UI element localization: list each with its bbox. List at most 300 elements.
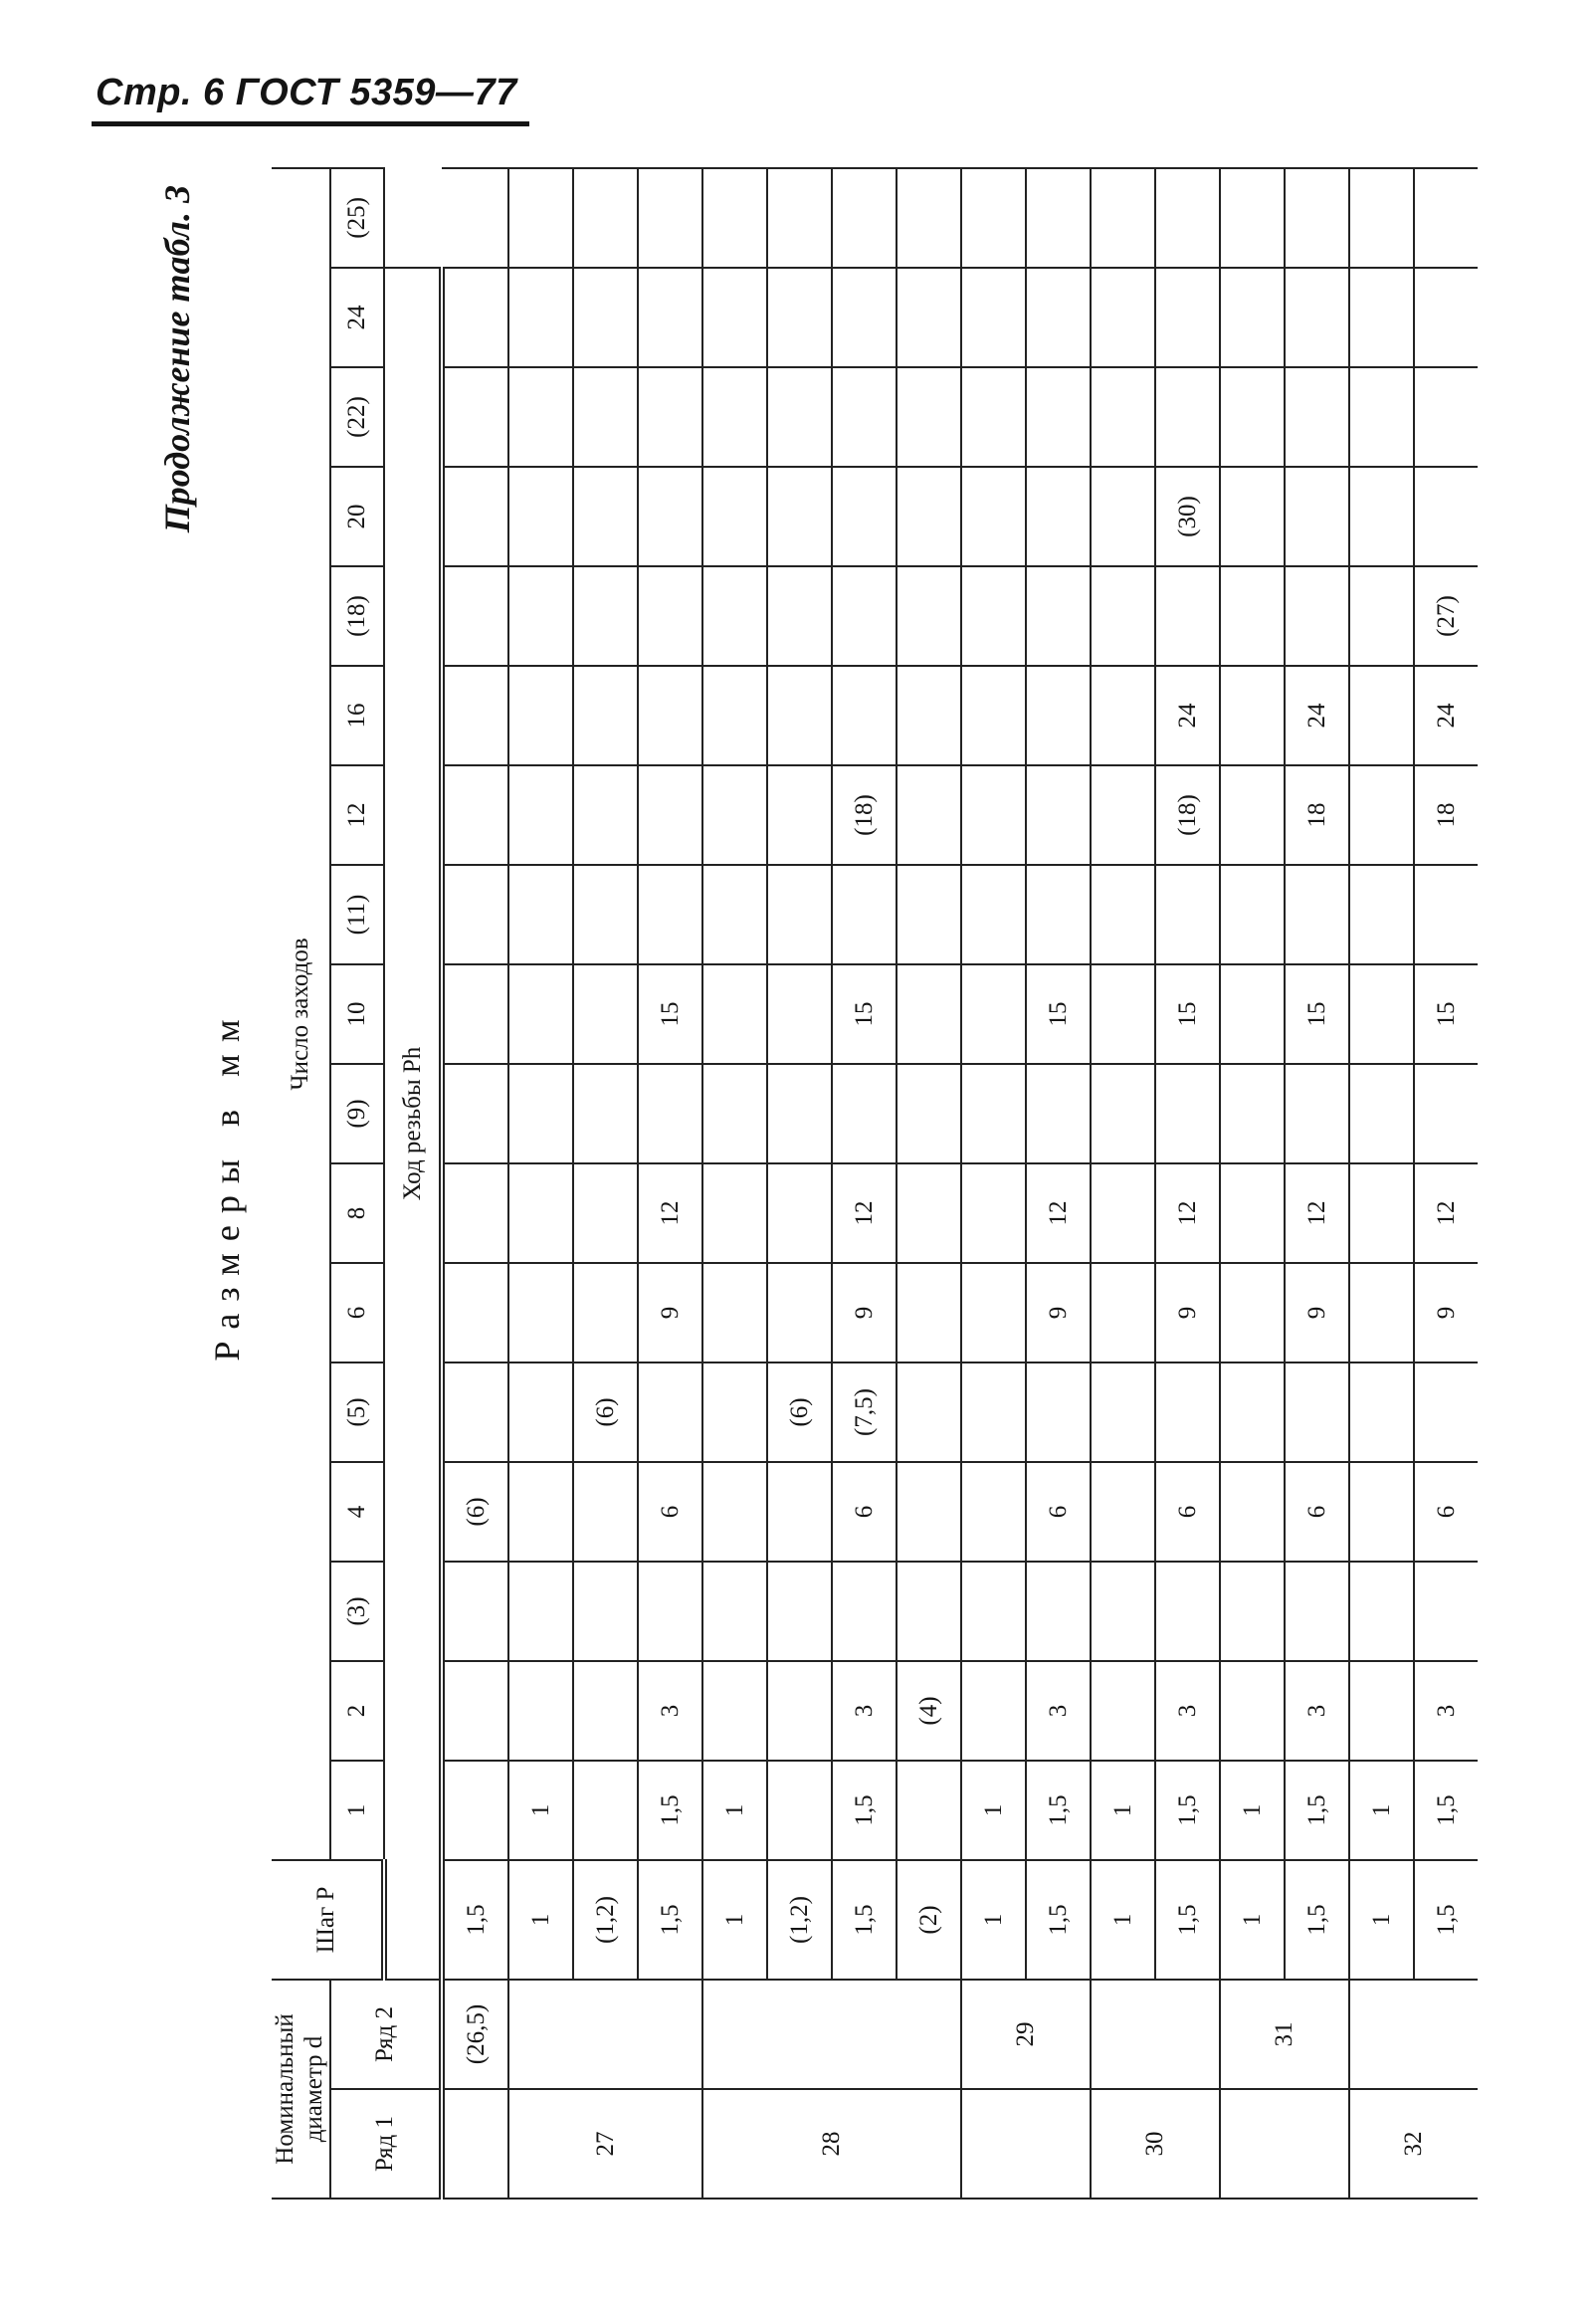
lead-value-cell (508, 268, 573, 367)
lead-value-cell (702, 1462, 767, 1562)
lead-value-cell: 9 (1414, 1263, 1478, 1363)
lead-value-cell (1155, 168, 1220, 268)
lead-value-cell (767, 666, 832, 765)
lead-value-cell (702, 168, 767, 268)
lead-value-cell (1414, 367, 1478, 467)
lead-value-cell (508, 1263, 573, 1363)
col-header: 1 (330, 1761, 384, 1860)
lead-value-cell: (7,5) (832, 1363, 897, 1462)
lead-value-cell (1414, 168, 1478, 268)
lead-value-cell (702, 1163, 767, 1263)
lead-value-cell (832, 566, 897, 666)
lead-value-cell (573, 467, 638, 566)
row1-diameter-cell: 27 (508, 2089, 702, 2199)
lead-value-cell (767, 964, 832, 1064)
lead-value-cell: 3 (1414, 1661, 1478, 1761)
lead-value-cell (1026, 268, 1091, 367)
lead-value-cell (897, 467, 961, 566)
pitch-cell: 1,5 (638, 1860, 702, 1980)
lead-value-cell (767, 1661, 832, 1761)
lead-value-cell (442, 168, 508, 268)
lead-value-cell (767, 168, 832, 268)
table-row (508, 168, 573, 2199)
lead-value-cell (442, 964, 508, 1064)
lead-value-cell (1220, 865, 1285, 964)
lead-value-cell (1414, 1064, 1478, 1163)
lead-value-cell (1091, 666, 1155, 765)
lead-value-cell (508, 467, 573, 566)
lead-value-cell (442, 467, 508, 566)
col-header: 16 (330, 666, 384, 765)
lead-value-cell (1155, 865, 1220, 964)
pitch-cell: 1 (1091, 1860, 1155, 1980)
lead-value-cell (961, 666, 1026, 765)
lead-value-cell (1155, 367, 1220, 467)
lead-value-cell (573, 367, 638, 467)
lead-value-cell (1026, 865, 1091, 964)
lead-value-cell (1091, 1363, 1155, 1462)
row2-diameter-cell (1091, 1980, 1220, 2089)
lead-value-cell (1220, 467, 1285, 566)
lead-value-cell (961, 1263, 1026, 1363)
lead-value-cell (1285, 367, 1349, 467)
header-row-1 (272, 168, 330, 2199)
lead-value-cell (573, 1661, 638, 1761)
lead-value-cell: 9 (832, 1263, 897, 1363)
lead-value-cell (573, 1761, 638, 1860)
units-caption: Размеры в мм (207, 1007, 247, 1362)
lead-value-cell (832, 666, 897, 765)
lead-value-cell (767, 566, 832, 666)
row1-diameter-cell: 32 (1349, 2089, 1478, 2199)
lead-value-cell (1091, 268, 1155, 367)
lead-value-cell: 1 (702, 1761, 767, 1860)
lead-value-cell (1026, 1064, 1091, 1163)
lead-value-cell (1285, 168, 1349, 268)
lead-value-cell (1349, 865, 1414, 964)
lead-value-cell (573, 168, 638, 268)
lead-value-cell (767, 1163, 832, 1263)
lead-value-cell: 12 (638, 1163, 702, 1263)
lead-value-cell: (6) (573, 1363, 638, 1462)
lead-value-cell: 3 (1026, 1661, 1091, 1761)
pitch-cell: 1 (702, 1860, 767, 1980)
lead-value-cell (1220, 367, 1285, 467)
pitch-cell: 1,5 (1026, 1860, 1091, 1980)
lead-value-cell (767, 467, 832, 566)
col-header: (18) (330, 566, 384, 666)
lead-value-cell (442, 666, 508, 765)
lead-value-cell (897, 666, 961, 765)
col-header: (11) (330, 865, 384, 964)
lead-value-cell (442, 1263, 508, 1363)
row2-diameter-cell (508, 1980, 702, 2089)
table-body (442, 168, 1478, 2199)
lead-value-cell (702, 666, 767, 765)
lead-value-cell: 15 (832, 964, 897, 1064)
lead-value-cell: 1,5 (1155, 1761, 1220, 1860)
lead-value-cell (1026, 566, 1091, 666)
lead-value-cell (1349, 666, 1414, 765)
lead-value-cell: 24 (1155, 666, 1220, 765)
lead-value-cell (508, 666, 573, 765)
lead-value-cell (1026, 168, 1091, 268)
row2-diameter-cell: 29 (961, 1980, 1091, 2089)
lead-value-cell (638, 865, 702, 964)
table-row (897, 168, 961, 2199)
row2-header: Ряд 2 (330, 1980, 442, 2089)
lead-value-cell (832, 865, 897, 964)
pitch-cell: 1,5 (1285, 1860, 1349, 1980)
lead-value-cell (638, 666, 702, 765)
lead-value-cell (1091, 367, 1155, 467)
lead-value-cell (508, 865, 573, 964)
lead-value-cell (702, 1064, 767, 1163)
pitch-cell: 1 (508, 1860, 573, 1980)
lead-value-cell (573, 865, 638, 964)
col-header: 24 (330, 268, 384, 367)
col-header: (22) (330, 367, 384, 467)
lead-value-cell (961, 566, 1026, 666)
lead-value-cell: 1,5 (1026, 1761, 1091, 1860)
col-header: 20 (330, 467, 384, 566)
lead-value-cell (961, 1363, 1026, 1462)
lead-value-cell: 3 (638, 1661, 702, 1761)
lead-value-cell (573, 765, 638, 865)
lead-value-cell: 12 (1155, 1163, 1220, 1263)
lead-value-cell: 18 (1414, 765, 1478, 865)
table-row (638, 168, 702, 2199)
table-row (1349, 168, 1414, 2199)
lead-value-cell (832, 268, 897, 367)
lead-value-cell (638, 1064, 702, 1163)
pitch-cell: 1,5 (442, 1860, 508, 1980)
table-row (1220, 168, 1285, 2199)
lead-value-cell (1026, 367, 1091, 467)
pitch-cell: 1,5 (1414, 1860, 1478, 1980)
lead-value-cell (1026, 765, 1091, 865)
lead-value-cell (767, 1462, 832, 1562)
pitch-cell: 1,5 (1155, 1860, 1220, 1980)
lead-value-cell (1091, 1263, 1155, 1363)
lead-value-cell (897, 1263, 961, 1363)
lead-value-cell: 9 (1285, 1263, 1349, 1363)
lead-value-cell (1414, 865, 1478, 964)
lead-value-cell (1349, 964, 1414, 1064)
lead-value-cell: 9 (638, 1263, 702, 1363)
lead-value-cell (1220, 566, 1285, 666)
pitch-cell: (2) (897, 1860, 961, 1980)
lead-value-cell: 3 (832, 1661, 897, 1761)
lead-value-cell (1026, 1363, 1091, 1462)
lead-value-cell: 12 (1026, 1163, 1091, 1263)
lead-value-cell: 15 (638, 964, 702, 1064)
lead-value-cell (1349, 268, 1414, 367)
lead-value-cell (1414, 268, 1478, 367)
lead-value-cell (702, 268, 767, 367)
pitch-header: Шаг P (272, 1860, 384, 1980)
table-row (961, 168, 1026, 2199)
lead-value-cell (897, 268, 961, 367)
lead-value-cell (508, 367, 573, 467)
lead-value-cell (767, 865, 832, 964)
lead-value-cell (897, 865, 961, 964)
lead-value-cell (961, 1661, 1026, 1761)
lead-value-cell (897, 765, 961, 865)
pitch-cell: 1 (961, 1860, 1026, 1980)
col-header: (3) (330, 1562, 384, 1661)
lead-value-cell (1091, 566, 1155, 666)
lead-value-cell (1155, 1363, 1220, 1462)
lead-value-cell (961, 1462, 1026, 1562)
lead-value-cell (508, 1163, 573, 1263)
lead-value-cell (702, 964, 767, 1064)
lead-value-cell (832, 1562, 897, 1661)
table-row (702, 168, 767, 2199)
lead-value-cell: 1 (961, 1761, 1026, 1860)
lead-value-cell (1220, 666, 1285, 765)
lead-value-cell (638, 566, 702, 666)
lead-header: Ход резьбы Ph (384, 268, 442, 1980)
row1-diameter-cell: 28 (702, 2089, 961, 2199)
col-header: 4 (330, 1462, 384, 1562)
lead-value-cell (897, 1761, 961, 1860)
lead-value-cell: (27) (1414, 566, 1478, 666)
lead-value-cell (897, 367, 961, 467)
page-header: Стр. 6 ГОСТ 5359—77 (96, 72, 517, 113)
lead-value-cell: 6 (1155, 1462, 1220, 1562)
lead-value-cell (897, 168, 961, 268)
pitch-cell: 1,5 (832, 1860, 897, 1980)
lead-value-cell (442, 1363, 508, 1462)
lead-value-cell (1349, 467, 1414, 566)
lead-value-cell (1220, 1163, 1285, 1263)
lead-value-cell (1026, 666, 1091, 765)
lead-value-cell (702, 1363, 767, 1462)
lead-value-cell (1091, 964, 1155, 1064)
lead-value-cell (573, 666, 638, 765)
row2-diameter-cell: 31 (1220, 1980, 1349, 2089)
lead-value-cell (1220, 1462, 1285, 1562)
lead-value-cell (1091, 467, 1155, 566)
lead-value-cell (1349, 367, 1414, 467)
lead-value-cell: 3 (1155, 1661, 1220, 1761)
lead-value-cell (1091, 168, 1155, 268)
lead-value-cell (767, 1761, 832, 1860)
col-header: 10 (330, 964, 384, 1064)
lead-value-cell (442, 765, 508, 865)
lead-value-cell (1285, 566, 1349, 666)
lead-value-cell (442, 1163, 508, 1263)
lead-value-cell (638, 1363, 702, 1462)
lead-value-cell (638, 168, 702, 268)
nominal-diameter-header: Номинальный диаметр d (272, 1980, 330, 2199)
lead-value-cell: 1 (1091, 1761, 1155, 1860)
lead-value-cell (573, 1263, 638, 1363)
row1-diameter-cell (1220, 2089, 1349, 2199)
lead-value-cell (573, 1462, 638, 1562)
lead-value-cell (961, 1562, 1026, 1661)
row2-diameter-cell: (26,5) (442, 1980, 508, 2089)
table-row (1414, 168, 1478, 2199)
row2-diameter-cell (1349, 1980, 1478, 2089)
lead-value-cell (897, 1163, 961, 1263)
lead-value-cell (1414, 467, 1478, 566)
lead-value-cell (442, 1562, 508, 1661)
lead-value-cell: 12 (832, 1163, 897, 1263)
lead-value-cell (1349, 765, 1414, 865)
lead-value-cell: (4) (897, 1661, 961, 1761)
lead-value-cell (638, 467, 702, 566)
lead-value-cell (1220, 1661, 1285, 1761)
lead-value-cell (1349, 1562, 1414, 1661)
lead-value-cell (508, 1562, 573, 1661)
lead-value-cell: 9 (1026, 1263, 1091, 1363)
lead-value-cell (442, 1761, 508, 1860)
table-row (1155, 168, 1220, 2199)
row1-diameter-cell (442, 2089, 508, 2199)
lead-value-cell: 15 (1026, 964, 1091, 1064)
lead-value-cell (897, 566, 961, 666)
lead-value-cell (897, 1064, 961, 1163)
lead-value-cell (961, 268, 1026, 367)
lead-value-cell (897, 1363, 961, 1462)
lead-value-cell: 1 (1220, 1761, 1285, 1860)
table-row (442, 168, 508, 2199)
lead-value-cell (442, 367, 508, 467)
lead-value-cell (1285, 865, 1349, 964)
lead-value-cell: 6 (1285, 1462, 1349, 1562)
lead-value-cell (702, 865, 767, 964)
lead-value-cell (1155, 1562, 1220, 1661)
lead-value-cell (508, 964, 573, 1064)
table-head (272, 168, 442, 2199)
lead-value-cell (1349, 1163, 1414, 1263)
lead-value-cell (1414, 1363, 1478, 1462)
lead-value-cell: 1,5 (1285, 1761, 1349, 1860)
lead-value-cell: 24 (1414, 666, 1478, 765)
starts-header: Число заходов (272, 168, 330, 1860)
thread-table-wrapper (272, 169, 1478, 2200)
col-header: (5) (330, 1363, 384, 1462)
lead-value-cell: 6 (638, 1462, 702, 1562)
pitch-cell: 1 (1220, 1860, 1285, 1980)
lead-value-cell: 6 (832, 1462, 897, 1562)
lead-value-cell (638, 1562, 702, 1661)
lead-value-cell (767, 765, 832, 865)
lead-value-cell: 15 (1414, 964, 1478, 1064)
table-row (767, 168, 832, 2199)
lead-value-cell: 3 (1285, 1661, 1349, 1761)
lead-value-cell (961, 765, 1026, 865)
lead-value-cell (1220, 1363, 1285, 1462)
lead-value-cell (1285, 467, 1349, 566)
lead-value-cell (1349, 566, 1414, 666)
lead-value-cell (1091, 1462, 1155, 1562)
table-row (1026, 168, 1091, 2199)
lead-value-cell: 6 (1414, 1462, 1478, 1562)
lead-value-cell (767, 367, 832, 467)
lead-value-cell (767, 1562, 832, 1661)
lead-value-cell (442, 865, 508, 964)
lead-value-cell (767, 1263, 832, 1363)
lead-value-cell (1285, 1562, 1349, 1661)
lead-value-cell (442, 268, 508, 367)
table-row (1091, 168, 1155, 2199)
lead-value-cell: (6) (767, 1363, 832, 1462)
lead-value-cell (832, 1064, 897, 1163)
lead-value-cell: 12 (1285, 1163, 1349, 1263)
lead-value-cell: 1,5 (638, 1761, 702, 1860)
lead-value-cell: 6 (1026, 1462, 1091, 1562)
lead-value-cell: 1,5 (1414, 1761, 1478, 1860)
lead-value-cell (573, 566, 638, 666)
rotated-table-area (154, 169, 1488, 2200)
table-row (832, 168, 897, 2199)
lead-value-cell: 1 (1349, 1761, 1414, 1860)
lead-value-cell (702, 1661, 767, 1761)
lead-value-cell (1091, 1163, 1155, 1263)
pitch-cell: 1 (1349, 1860, 1414, 1980)
lead-value-cell (702, 765, 767, 865)
lead-value-cell (638, 367, 702, 467)
lead-value-cell: 24 (1285, 666, 1349, 765)
lead-value-cell (1349, 1661, 1414, 1761)
lead-value-cell (1220, 1562, 1285, 1661)
lead-value-cell: (6) (442, 1462, 508, 1562)
lead-value-cell: 1 (508, 1761, 573, 1860)
lead-value-cell (573, 1163, 638, 1263)
lead-value-cell (508, 1661, 573, 1761)
lead-value-cell (1285, 268, 1349, 367)
lead-value-cell (1155, 566, 1220, 666)
row1-diameter-cell (961, 2089, 1091, 2199)
lead-value-cell (767, 268, 832, 367)
lead-value-cell (1349, 1462, 1414, 1562)
lead-value-cell (832, 367, 897, 467)
lead-value-cell (508, 765, 573, 865)
lead-value-cell (1349, 168, 1414, 268)
lead-value-cell (832, 168, 897, 268)
lead-value-cell (702, 467, 767, 566)
lead-value-cell (1220, 168, 1285, 268)
lead-value-cell (1091, 1064, 1155, 1163)
table-row (573, 168, 638, 2199)
lead-value-cell (1349, 1363, 1414, 1462)
header-rule (92, 121, 529, 126)
lead-value-cell: 15 (1285, 964, 1349, 1064)
lead-value-cell (508, 566, 573, 666)
lead-value-cell (961, 367, 1026, 467)
lead-value-cell (1026, 1562, 1091, 1661)
col-header: 8 (330, 1163, 384, 1263)
lead-value-cell (961, 1163, 1026, 1263)
lead-value-cell (1349, 1064, 1414, 1163)
thread-table (272, 167, 1478, 2200)
lead-value-cell (508, 1064, 573, 1163)
lead-value-cell (897, 1562, 961, 1661)
lead-value-cell (573, 268, 638, 367)
header-row-3 (384, 168, 442, 2199)
lead-value-cell (1285, 1363, 1349, 1462)
col-header: 6 (330, 1263, 384, 1363)
lead-value-cell (961, 1064, 1026, 1163)
lead-value-cell (573, 1064, 638, 1163)
row1-header: Ряд 1 (330, 2089, 442, 2199)
lead-value-cell: 1,5 (832, 1761, 897, 1860)
lead-value-cell (1220, 765, 1285, 865)
col-header: (9) (330, 1064, 384, 1163)
